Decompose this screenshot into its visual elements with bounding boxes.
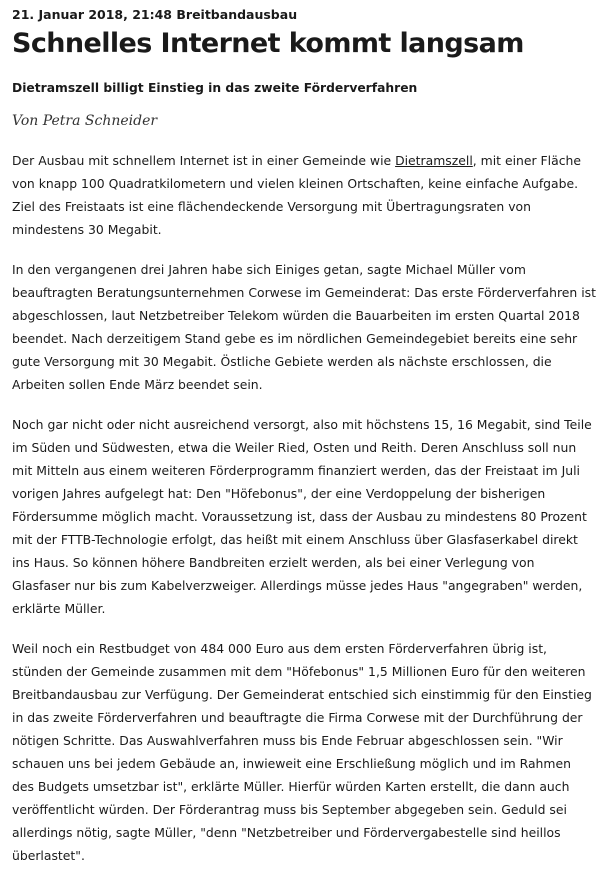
paragraph-3: Noch gar nicht oder nicht ausreichend versorgt, also mit höchstens 15, 16 Megabit, sind Teile im Süden und Südwesten, etwa die Weiler Ried, Osten und Reith. Deren Anschluss soll nun mit Mitteln aus einem weiteren Förderprogramm finanziert werden, das der Freistaat im Juli vorigen Jahres aufgelegt hat: Den "Höfebonus", der eine Verdoppelung der bisherigen Fördersumme möglich macht. Voraussetzung ist, dass der Ausbau zu mindestens 80 Prozent mit der FTTB-Technologie erfolgt, das heißt mit einem Anschluss über Glasfaserkabel direkt ins Haus. So können höhere Bandbreiten erzielt werden, als bei einer Verlegung von Glasfaser nur bis zum Kabelverzweiger. Allerdings müsse jedes Haus "angegraben" werden, erklärte Müller. (12, 417, 592, 616)
article-category[interactable]: Breitbandausbau (176, 7, 298, 22)
paragraph-2: In den vergangenen drei Jahren habe sich Einiges getan, sagte Michael Müller vom beauftragten Beratungsunternehmen Corwese im Gemeinderat: Das erste Förderverfahren ist abgeschlossen, laut Netzbetreiber Telekom würden die Bauarbeiten im ersten Quartal 2018 beendet. Nach derzeitigem Stand gebe es im nördlichen Gemeindegebiet bereits eine sehr gute Versorgung mit 30 Megabit. Östliche Gebiete werden als nächste erschlossen, die Arbeiten sollen Ende März beendet sein. (12, 262, 596, 392)
paragraph-4: Weil noch ein Restbudget von 484 000 Euro aus dem ersten Förderverfahren übrig ist, stünden der Gemeinde zusammen mit dem "Höfebonus" 1,5 Millionen Euro für den weiteren Breitbandausbau zur Verfügung. Der Gemeinderat entschied sich einstimmig für den Einstieg in das zweite Förderverfahren und beauftragte die Firma Corwese mit der Durchführung der nötigen Schritte. Das Auswahlverfahren muss bis Ende Februar abgeschlossen sein. "Wir schauen uns bei jedem Gebäude an, inwieweit eine Erschließung möglich und im Rahmen des Budgets umsetzbar ist", erklärte Müller. Hierfür würden Karten erstellt, die dann auch veröffentlicht würden. Der Förderantrag muss bis September abgegeben sein. Geduld sei allerdings nötig, sagte Müller, "denn "Netzbetreiber und Fördervergabestelle sind heillos überlastet". (12, 641, 592, 863)
article-body (12, 149, 596, 867)
paragraph-1-after: , mit einer Fläche von knapp 100 Quadratkilometern und vielen kleinen Ortschaften, keine einfache Aufgabe. Ziel des Freistaats ist eine flächendeckende Versorgung mit Übertragungsraten von mindestens 30 Megabit. (12, 153, 581, 237)
article (12, 0, 596, 884)
article-date: 21. Januar 2018, 21:48 (12, 7, 173, 22)
dietramszell-link[interactable]: Dietramszell (395, 153, 473, 168)
article-subhead: Dietramszell billigt Einstieg in das zweite Förderverfahren (12, 81, 418, 95)
article-byline: Von Petra Schneider (12, 113, 158, 129)
paragraph-1-before: Der Ausbau mit schnellem Internet ist in einer Gemeinde wie (12, 153, 396, 168)
article-headline: Schnelles Internet kommt langsam (12, 28, 524, 59)
paragraph-1 (12, 149, 596, 241)
dateline (12, 7, 596, 23)
